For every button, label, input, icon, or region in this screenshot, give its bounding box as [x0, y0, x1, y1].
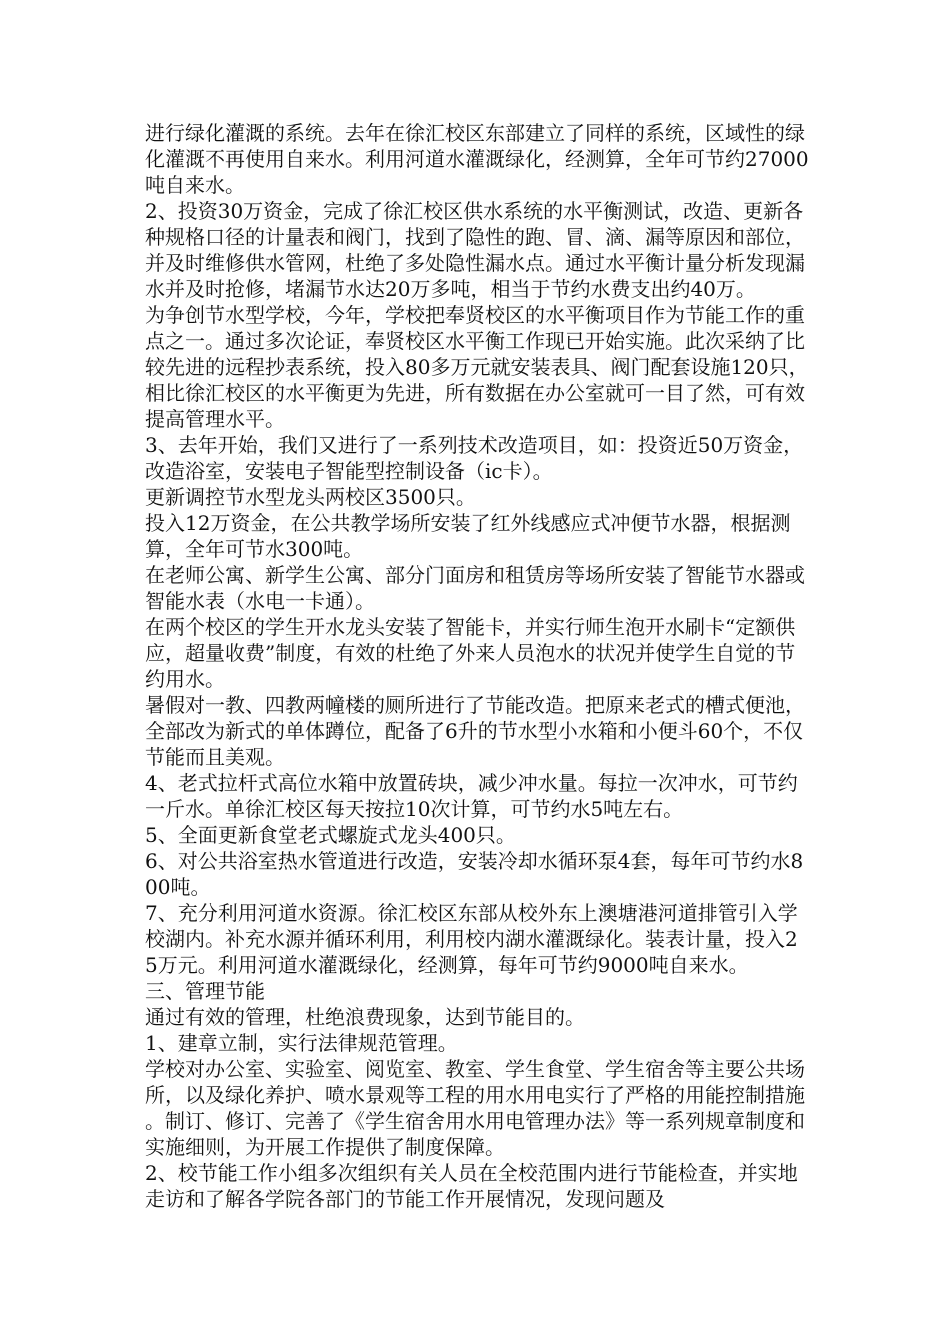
paragraph: 进行绿化灌溉的系统。去年在徐汇校区东部建立了同样的系统，区域性的绿化灌溉不再使用自来水。利用河道水灌溉绿化，经测算，全年可节约27000吨自来水。 [145, 121, 809, 197]
paragraph: 2、校节能工作小组多次组织有关人员在全校范围内进行节能检查，并实地走访和了解各学院各部门的节能工作开展情况，发现问题及 [145, 1161, 798, 1211]
paragraph: 1、建章立制，实行法律规范管理。 [145, 1031, 458, 1055]
paragraph: 3、去年开始，我们又进行了一系列技术改造项目，如：投资近50万资金，改造浴室，安装电子智能型控制设备（ic卡）。 [145, 433, 804, 483]
document-body [145, 120, 810, 1212]
paragraph: 6、对公共浴室热水管道进行改造，安装冷却水循环泵4套，每年可节约水800吨。 [145, 849, 804, 899]
paragraph: 投入12万资金，在公共教学场所安装了红外线感应式冲便节水器，根据测算，全年可节水300吨。 [145, 511, 791, 561]
paragraph: 暑假对一教、四教两幢楼的厕所进行了节能改造。把原来老式的槽式便池，全部改为新式的单体蹲位，配备了6升的节水型小水箱和小便斗60个，不仅节能而且美观。 [145, 693, 805, 769]
section-heading: 三、管理节能 [145, 979, 265, 1003]
paragraph: 为争创节水型学校，今年，学校把奉贤校区的水平衡项目作为节能工作的重点之一。通过多次论证，奉贤校区水平衡工作现已开始实施。此次采纳了比较先进的远程抄表系统，投入80多万元就安装表具、阀门配套设施120只，相比徐汇校区的水平衡更为先进，所有数据在办公室就可一目了然，可有效提高管理水平。 [145, 303, 809, 431]
paragraph: 更新调控节水型龙头两校区3500只。 [145, 485, 476, 509]
paragraph: 学校对办公室、实验室、阅览室、教室、学生食堂、学生宿舍等主要公共场所，以及绿化养护、喷水景观等工程的用水用电实行了严格的用能控制措施。制订、修订、完善了《学生宿舍用水用电管理办法》等一系列规章制度和实施细则，为开展工作提供了制度保障。 [145, 1057, 805, 1159]
paragraph: 在老师公寓、新学生公寓、部分门面房和租赁房等场所安装了智能节水器或智能水表（水电一卡通）。 [145, 563, 805, 613]
paragraph: 4、老式拉杆式高位水箱中放置砖块，减少冲水量。每拉一次冲水，可节约一斤水。单徐汇校区每天按拉10次计算，可节约水5吨左右。 [145, 771, 798, 821]
paragraph: 5、全面更新食堂老式螺旋式龙头400只。 [145, 823, 516, 847]
paragraph: 7、充分利用河道水资源。徐汇校区东部从校外东上澳塘港河道排管引入学校湖内。补充水源并循环利用，利用校内湖水灌溉绿化。装表计量，投入25万元。利用河道水灌溉绿化，经测算，每年可节约9000吨自来水。 [145, 901, 798, 977]
paragraph: 在两个校区的学生开水龙头安装了智能卡，并实行师生泡开水刷卡“定额供应，超量收费”制度，有效的杜绝了外来人员泡水的状况并使学生自觉的节约用水。 [145, 615, 796, 691]
paragraph: 通过有效的管理，杜绝浪费现象，达到节能目的。 [145, 1005, 585, 1029]
paragraph: 2、投资30万资金，完成了徐汇校区供水系统的水平衡测试，改造、更新各种规格口径的计量表和阀门，找到了隐性的跑、冒、滴、漏等原因和部位，并及时维修供水管网，杜绝了多处隐性漏水点。通过水平衡计量分析发现漏水并及时抢修，堵漏节水达20万多吨，相当于节约水费支出约40万。 [145, 199, 805, 301]
